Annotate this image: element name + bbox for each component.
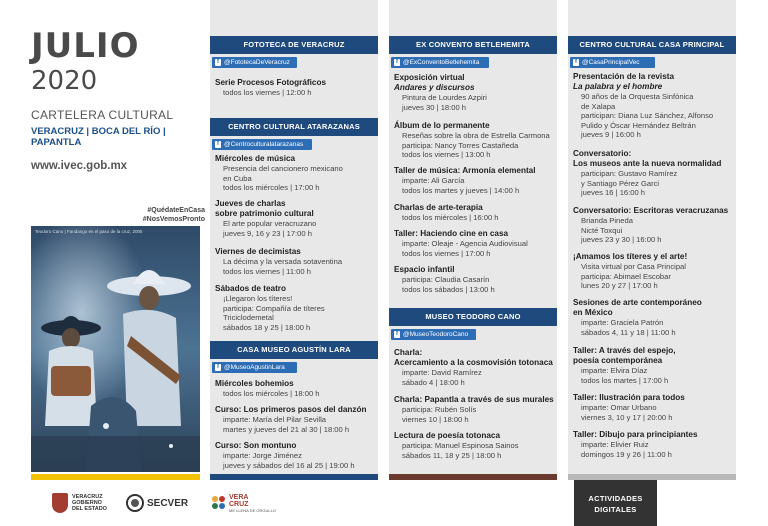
facebook-icon: f	[396, 330, 398, 337]
event-item: Jueves de charlas sobre patrimonio cultural El arte popular veracruzano jueves 9, 16 y 23 | 17:00 h	[215, 199, 317, 238]
event-item: Viernes de decimistas La décima y la versada sotaventina todos los viernes | 11:00 h	[215, 247, 343, 276]
hashtag-quedate: #QuédateEnCasa	[147, 207, 205, 214]
event-item: ¡Amamos los títeres y el arte! Visita virtual por Casa Principal participa: Abimael Escobar lunes 20 y 27 | 17:00 h	[573, 252, 688, 290]
fandango-painting-image	[31, 226, 200, 472]
facebook-icon: f	[217, 58, 219, 65]
event-item: Lectura de poesía totonaca participa: Manuel Espinosa Sainos sábados 11, 18 y 25 | 18:00 h	[394, 431, 519, 460]
event-item: Conversatorio: Los museos ante la nueva normalidad participan: Gustavo Ramírez y Santiago Pérez Garci jueves 16 | 16:00 h	[573, 149, 722, 197]
hashtag-nosvemos: #NosVemosPronto	[142, 216, 205, 223]
left-panel	[0, 0, 205, 526]
event-item: Curso: Son montuno imparte: Jorge Jiménez jueves y sábados del 16 al 25 | 19:00 h	[215, 441, 355, 470]
facebook-link-atarazanas[interactable]: f @Centroculturalatarazanas	[212, 139, 312, 150]
event-item: Miércoles de música Presencia del cancionero mexicano en Cuba todos los miércoles | 17:00 h	[215, 154, 343, 192]
facebook-link-fototeca[interactable]: f @FototecaDeVeracruz	[212, 57, 297, 68]
event-item: Taller: Ilustración para todos imparte: Omar Urbano viernes 3, 10 y 17 | 20:00 h	[573, 393, 685, 422]
event-item: Charla: Acercamiento a la cosmovisión totonaca imparte: David Ramírez sábado 4 | 18:00 h	[394, 348, 553, 387]
event-item: Espacio infantil participa: Claudia Casarín todos los sábados | 13:00 h	[394, 265, 495, 294]
event-item: Álbum de lo permanente Reseñas sobre la obra de Estrella Carmona participa: Nancy Torres Castañeda todos los viernes | 13:00 h	[394, 121, 550, 159]
column-2	[389, 0, 557, 526]
header-agustin-lara: CASA MUSEO AGUSTÍN LARA	[210, 341, 378, 359]
flower-icon	[212, 496, 226, 510]
column-1	[210, 0, 378, 526]
event-item: Exposición virtual Andares y discursos Pintura de Lourdes Azpiri jueves 30 | 18:00 h	[394, 73, 487, 112]
facebook-icon: f	[396, 58, 398, 65]
event-item: Presentación de la revista La palabra y el hombre 90 años de la Orquesta Sinfónica de Xalapa participan: Diana Luz Sánchez, Alfonso Pulido y Óscar Hernández Beltrán jueves 9 | 16:00 h	[573, 72, 714, 139]
event-item: Serie Procesos Fotográficos todos los viernes | 12:00 h	[215, 78, 327, 97]
veracruz-gobierno-logo: VERACRUZ GOBIERNO DEL ESTADO	[52, 492, 107, 514]
website-link[interactable]: www.ivec.gob.mx	[31, 160, 128, 172]
facebook-link-betlehemita[interactable]: f @ExConventoBetlehemita	[391, 57, 489, 68]
header-atarazanas: CENTRO CULTURAL ATARAZANAS	[210, 118, 378, 136]
event-item: Sábados de teatro ¡Llegaron los títeres! participa: Compañía de títeres Triciclodemetal sábados 18 y 25 | 18:00 h	[215, 284, 325, 332]
event-item: Taller: Dibujo para principiantes imparte: Elivier Ruiz domingos 19 y 26 | 11:00 h	[573, 430, 698, 459]
secver-logo: SECVER	[126, 492, 188, 514]
cities: VERACRUZ | BOCA DEL RÍO | PAPANTLA	[31, 126, 166, 148]
facebook-icon: f	[575, 58, 577, 65]
event-item: Conversatorio: Escritoras veracruzanas Brianda Pineda Nicté Toxqui jueves 23 y 30 | 16:00 h	[573, 206, 729, 244]
veracruz-orgullo-logo: VERA CRUZ ME LLENA DE ORGULLO	[212, 492, 276, 514]
event-item: Taller de música: Armonía elemental imparte: Ali García todos los martes y jueves | 14:00 h	[394, 166, 536, 195]
subtitle: CARTELERA CULTURAL	[31, 108, 174, 122]
artwork-caption: Teodoro Cano | Fandango en el paso de la cruz, 2005	[35, 229, 143, 234]
event-item: Miércoles bohemios todos los miércoles | 18:00 h	[215, 379, 320, 398]
facebook-icon: f	[217, 140, 219, 147]
event-item: Curso: Los primeros pasos del danzón imparte: María del Pilar Sevilla martes y jueves del 21 al 30 | 18:00 h	[215, 405, 367, 434]
facebook-link-casa-principal[interactable]: f @CasaPrincipalVec	[570, 57, 655, 68]
actividades-digitales-badge: ACTIVIDADES DIGITALES	[574, 480, 657, 526]
header-casa-principal: CENTRO CULTURAL CASA PRINCIPAL	[568, 36, 736, 54]
artwork-image	[31, 226, 200, 472]
event-item: Charla: Papantla a través de sus murales participa: Rubén Solís viernes 10 | 18:00 h	[394, 395, 554, 424]
header-betlehemita: EX CONVENTO BETLEHEMITA	[389, 36, 557, 54]
facebook-icon: f	[217, 363, 219, 370]
secver-emblem-icon	[126, 494, 144, 512]
event-item: Taller: A través del espejo, poesía contemporánea imparte: Elvira Díaz todos los martes | 17:00 h	[573, 346, 676, 385]
header-teodoro-cano: MUSEO TEODORO CANO	[389, 308, 557, 326]
event-item: Taller: Haciendo cine en casa imparte: Oleaje - Agencia Audiovisual todos los viernes | 17:00 h	[394, 229, 528, 258]
year-title: 2020	[31, 66, 98, 96]
facebook-link-teodoro-cano[interactable]: f @MuseoTeodoroCano	[391, 329, 476, 340]
shield-icon	[52, 493, 68, 513]
event-item: Charlas de arte-terapia todos los miércoles | 16:00 h	[394, 203, 499, 222]
header-fototeca: FOTOTECA DE VERACRUZ	[210, 36, 378, 54]
event-item: Sesiones de arte contemporáneo en México imparte: Graciela Patrón sábados 4, 11 y 18 | 11:00 h	[573, 298, 702, 337]
facebook-link-agustin-lara[interactable]: f @MuseoAgustinLara	[212, 362, 297, 373]
month-title: JULIO	[31, 26, 140, 66]
column-3	[568, 0, 736, 526]
